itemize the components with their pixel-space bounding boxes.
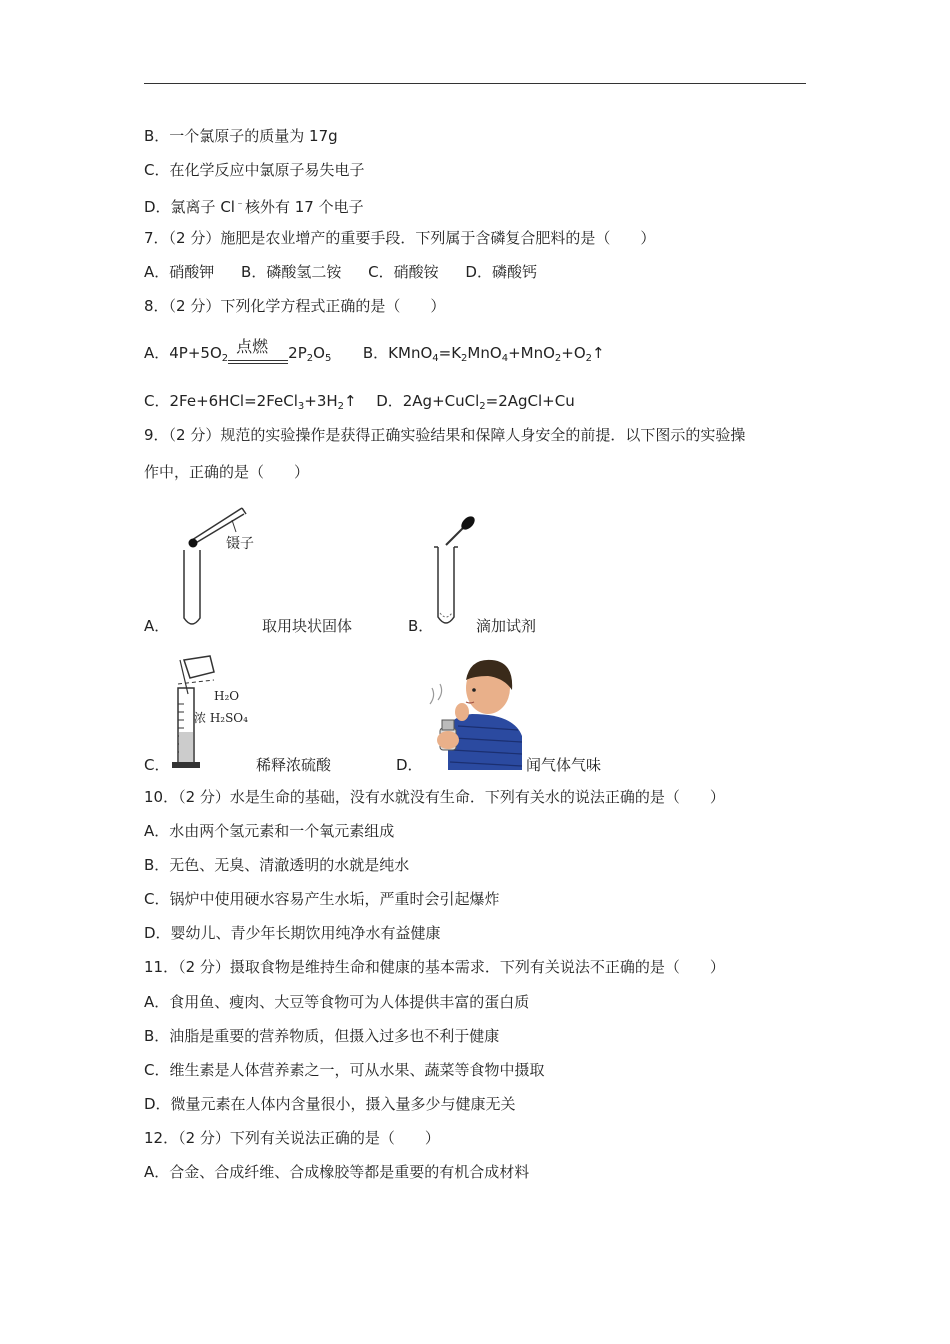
q10-option-d: D．婴幼儿、青少年长期饮用纯净水有益健康 bbox=[144, 924, 441, 942]
tweezers-label: 镊子 bbox=[226, 536, 254, 552]
q8-c-p2: +3H bbox=[304, 392, 338, 410]
q7-option-d: D．磷酸钙 bbox=[465, 263, 537, 281]
q9-figure-a bbox=[170, 500, 260, 632]
sulfuric-acid-label: 浓 H₂SO₄ bbox=[194, 711, 248, 725]
q6-option-d-sup: ﹣ bbox=[234, 198, 245, 209]
q8-option-b-label: B． bbox=[362, 344, 389, 362]
q8-b-p4: +MnO bbox=[508, 344, 555, 362]
q8-b-p1: KMnO bbox=[388, 344, 433, 362]
q8-b-s2: 2 bbox=[461, 353, 468, 364]
q8-a-right-sub1: 2 bbox=[306, 353, 314, 364]
q8-b-p2: =K bbox=[438, 344, 462, 362]
q8-b-s1: 4 bbox=[432, 353, 439, 364]
q6-option-d-pre: D．氯离子 Cl bbox=[144, 198, 235, 216]
q9-option-d-caption: 闻气体气味 bbox=[526, 756, 602, 774]
q10-option-c: C．锅炉中使用硬水容易产生水垢，严重时会引起爆炸 bbox=[144, 890, 500, 908]
q8-a-condition-arrow bbox=[228, 337, 288, 370]
q7-option-b: B．磷酸氢二铵 bbox=[241, 263, 342, 281]
q9-option-b-label: B． bbox=[408, 617, 434, 635]
q8-a-right-sub2: 5 bbox=[324, 353, 332, 364]
q12-stem: 12．（2 分）下列有关说法正确的是（ ） bbox=[144, 1129, 440, 1147]
q8-b-p3: MnO bbox=[467, 344, 502, 362]
q8-options-cd bbox=[144, 390, 575, 418]
q8-stem: 8．（2 分）下列化学方程式正确的是（ ） bbox=[144, 297, 446, 315]
q7-option-c: C．硝酸铵 bbox=[368, 263, 439, 281]
q8-a-left: 4P+5O bbox=[169, 344, 222, 362]
q8-a-condition: 点燃 bbox=[236, 337, 269, 356]
q11-option-d: D．微量元素在人体内含量很小，摄入量多少与健康无关 bbox=[144, 1095, 516, 1113]
q10-option-b: B．无色、无臭、清澈透明的水就是纯水 bbox=[144, 856, 410, 874]
q6-option-d bbox=[144, 193, 364, 218]
q11-option-a: A．食用鱼、瘦肉、大豆等食物可为人体提供丰富的蛋白质 bbox=[144, 993, 530, 1011]
q8-option-c-label: C． bbox=[144, 392, 170, 410]
q8-a-right: 2P bbox=[288, 344, 307, 362]
q9-option-a-label: A． bbox=[144, 617, 170, 635]
q11-stem: 11．（2 分）摄取食物是维持生命和健康的基本需求．下列有关说法不正确的是（ ） bbox=[144, 958, 725, 976]
q6-option-d-post: 核外有 17 个电子 bbox=[244, 198, 364, 216]
q9-option-a-caption: 取用块状固体 bbox=[262, 617, 353, 635]
q9-option-c-caption: 稀释浓硫酸 bbox=[256, 756, 332, 774]
q8-options-ab bbox=[144, 337, 605, 370]
q8-c-s2: 2 bbox=[337, 401, 345, 412]
q8-b-s5: 2 bbox=[585, 353, 593, 364]
q11-option-b: B．油脂是重要的营养物质，但摄入过多也不利于健康 bbox=[144, 1027, 500, 1045]
q8-c-s1: 3 bbox=[297, 401, 305, 412]
q10-stem: 10．（2 分）水是生命的基础，没有水就没有生命．下列有关水的说法正确的是（ ） bbox=[144, 788, 725, 806]
q7-stem: 7．（2 分）施肥是农业增产的重要手段．下列属于含磷复合肥料的是（ ） bbox=[144, 229, 656, 247]
q8-a-left-sub: 2 bbox=[221, 353, 229, 364]
q7-option-a: A．硝酸钾 bbox=[144, 263, 215, 281]
q9-option-c-label: C． bbox=[144, 756, 170, 774]
q9-stem-line1: 9．（2 分）规范的实验操作是获得正确实验结果和保障人身安全的前提．以下图示的实验操 bbox=[144, 426, 746, 444]
q8-option-d: D．2Ag+CuCl bbox=[376, 392, 480, 410]
q8-a-right-mid: O bbox=[313, 344, 325, 362]
q9-figure-b bbox=[426, 513, 482, 635]
q9-option-d-label: D． bbox=[396, 756, 423, 774]
q6-option-c: C．在化学反应中氯原子易失电子 bbox=[144, 161, 365, 179]
q9-figure-c bbox=[166, 654, 266, 772]
q8-d-sub: 2 bbox=[479, 401, 486, 412]
header-rule bbox=[144, 83, 806, 84]
q8-b-p6: ↑ bbox=[592, 344, 605, 362]
q9-stem-line2: 作中，正确的是（ ） bbox=[144, 463, 310, 481]
q9-figure-d bbox=[418, 656, 526, 772]
q12-option-a: A．合金、合成纤维、合成橡胶等都是重要的有机合成材料 bbox=[144, 1163, 530, 1181]
q7-options bbox=[144, 261, 537, 283]
q8-option-a-label: A． bbox=[144, 344, 170, 362]
q9-option-b-caption: 滴加试剂 bbox=[476, 617, 537, 635]
q6-option-b: B．一个氯原子的质量为 17g bbox=[144, 127, 338, 145]
q8-b-p5: +O bbox=[561, 344, 586, 362]
water-label: H₂O bbox=[214, 689, 240, 703]
q8-b-s3: 4 bbox=[501, 353, 509, 364]
q8-d-post: =2AgCl+Cu bbox=[485, 392, 575, 410]
q11-option-c: C．维生素是人体营养素之一，可从水果、蔬菜等食物中摄取 bbox=[144, 1061, 545, 1079]
q8-c-p1: 2Fe+6HCl=2FeCl bbox=[169, 392, 298, 410]
q8-c-p3: ↑ bbox=[344, 392, 357, 410]
q10-option-a: A．水由两个氢元素和一个氧元素组成 bbox=[144, 822, 395, 840]
q8-b-s4: 2 bbox=[554, 353, 562, 364]
